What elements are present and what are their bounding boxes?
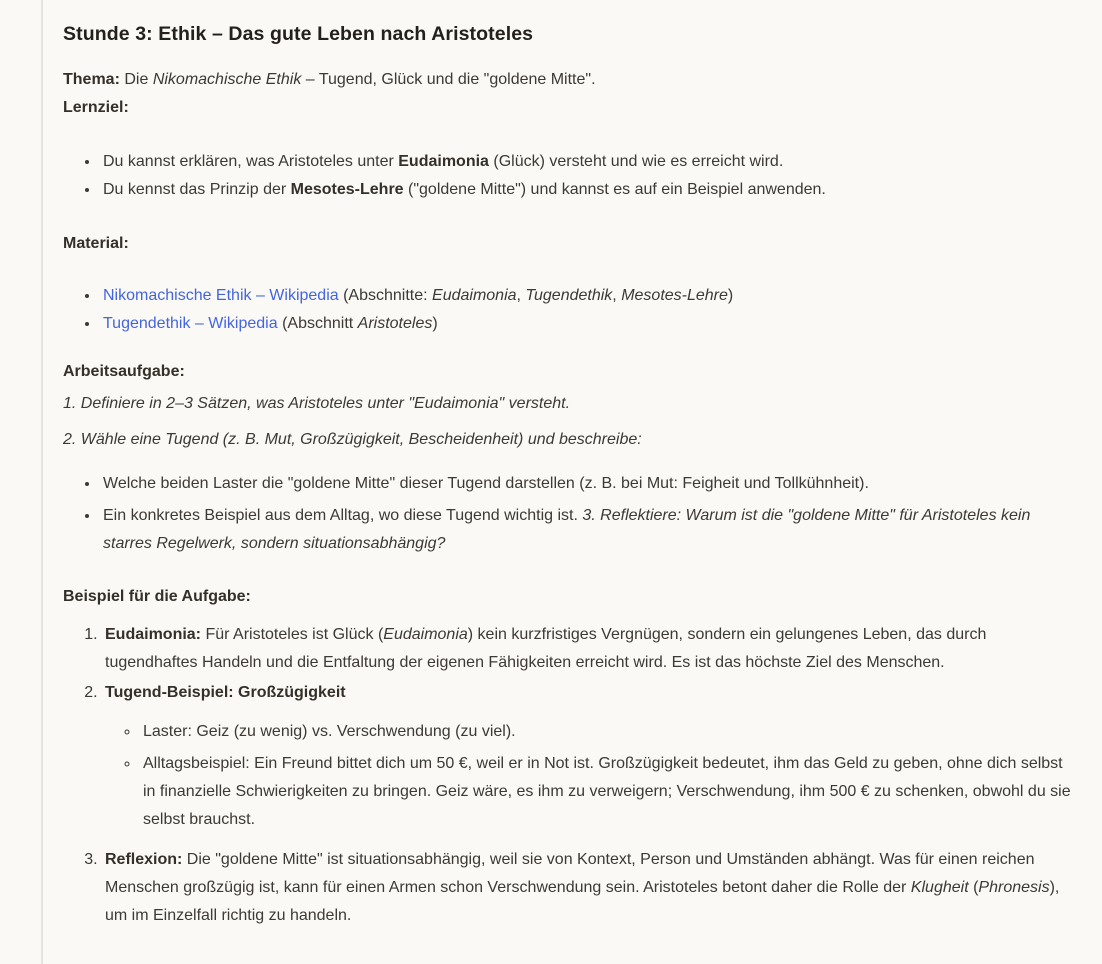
left-panel-divider: [41, 0, 43, 964]
list-item: [102, 621, 1076, 677]
text-segment: ): [432, 315, 438, 332]
text-segment: Tugend-Beispiel: Großzügigkeit: [105, 684, 346, 701]
text-segment: Die "goldene Mitte" ist situationsabhängig, weil sie von Kontext, Person und Umständen abhängt. Was für einen reichen Menschen großzügig ist, kann für einen Armen schon Verschwendung sein. Aristoteles betont daher die Rolle der: [105, 851, 1035, 896]
task-list: [63, 470, 1076, 558]
material-label: [63, 230, 1076, 258]
text-segment: Du kennst das Prinzip der: [103, 181, 291, 198]
text-segment: Phronesis: [978, 879, 1050, 896]
text-segment: Nikomachische Ethik: [152, 71, 302, 88]
page-title: Stunde 3: Ethik – Das gute Leben nach Aristoteles: [63, 23, 534, 45]
arbeitsaufgabe-label: [63, 358, 1076, 386]
list-item: [100, 176, 1076, 204]
text-segment: Für Aristoteles ist Glück (: [201, 626, 384, 643]
text-segment: Die: [119, 71, 153, 88]
wikipedia-link[interactable]: Tugendethik – Wikipedia: [103, 315, 278, 332]
list-item: [100, 282, 1076, 310]
text-segment: Material:: [63, 235, 129, 252]
text-segment: 1. Definiere in 2–3 Sätzen, was Aristoteles unter "Eudaimonia" versteht.: [63, 395, 571, 412]
text-segment: Reflexion:: [105, 851, 183, 868]
task-line-2: [63, 426, 1076, 454]
list-item: [100, 148, 1076, 176]
text-segment: ) kein kurzfristiges Vergnügen, sondern ein gelungenes Leben, das durch tugendhaftes Handeln und die Entfaltung der eigenen Fähigkeiten erreicht wird. Es ist das höchste Ziel des Menschen.: [105, 626, 987, 671]
example-item-3-text: [105, 846, 1076, 930]
text-segment: Lernziel:: [63, 99, 129, 116]
text-segment: ): [727, 287, 734, 304]
task-line-1: [63, 390, 1076, 418]
text-segment: 3. Reflektiere: Warum ist die "goldene Mitte" für Aristoteles kein starres Regelwerk, sondern situationsabhängig?: [103, 507, 1031, 552]
text-segment: (: [968, 879, 979, 896]
example-list: [63, 621, 1076, 930]
lernziel-label: [63, 94, 1076, 122]
thema-paragraph: [63, 66, 1076, 94]
text-segment: Thema:: [63, 71, 120, 88]
example-item-1-text: [105, 621, 1076, 677]
text-segment: Eudaimonia:: [105, 626, 202, 643]
text-segment: Beispiel für die Aufgabe:: [63, 588, 251, 605]
example-item-2-sublist: [105, 718, 1076, 834]
list-item: [100, 502, 1076, 558]
text-segment: ,: [516, 287, 526, 304]
list-item: [100, 310, 1076, 338]
text-segment: Arbeitsaufgabe:: [63, 363, 185, 380]
text-segment: (Abschnitt: [277, 315, 358, 332]
text-segment: Eudaimonia: [398, 153, 489, 170]
list-item: [102, 846, 1076, 930]
lesson-document: [63, 12, 1076, 930]
list-item: [102, 679, 1076, 834]
text-segment: – Tugend, Glück und die "goldene Mitte".: [301, 71, 596, 88]
text-segment: Eudaimonia: [432, 287, 517, 304]
beispiel-label: [63, 583, 1076, 611]
text-segment: Alltagsbeispiel: Ein Freund bittet dich um 50 €, weil er in Not ist. Großzügigkeit bedeutet, ihm das Geld zu geben, ohne dich selbst in finanzielle Schwierigkeiten zu bringen. Geiz wäre, es ihm zu verweigern; Verschwendung, ihm 500 € zu schenken, obwohl du sie selbst brauchst.: [143, 755, 1071, 828]
text-segment: Laster: Geiz (zu wenig) vs. Verschwendung (zu viel).: [143, 723, 516, 740]
text-segment: Eudaimonia: [383, 626, 468, 643]
text-segment: Welche beiden Laster die "goldene Mitte" dieser Tugend darstellen (z. B. bei Mut: Feigheit und Tollkühnheit).: [103, 475, 869, 492]
text-segment: 2. Wähle eine Tugend (z. B. Mut, Großzügigkeit, Bescheidenheit) und beschreibe:: [63, 431, 642, 448]
text-segment: ("goldene Mitte") und kannst es auf ein Beispiel anwenden.: [403, 181, 826, 198]
lernziel-list: [63, 148, 1076, 204]
text-segment: ), um im Einzelfall richtig zu handeln.: [105, 879, 1060, 924]
text-segment: Mesotes-Lehre: [290, 181, 404, 198]
wikipedia-link[interactable]: Nikomachische Ethik – Wikipedia: [103, 287, 339, 304]
text-segment: ,: [612, 287, 622, 304]
list-item: [140, 750, 1076, 834]
text-segment: Tugendethik: [525, 287, 613, 304]
text-segment: Klugheit: [910, 879, 969, 896]
example-item-2-text: [105, 679, 1076, 707]
list-item: [140, 718, 1076, 746]
text-segment: Ein konkretes Beispiel aus dem Alltag, wo diese Tugend wichtig ist.: [103, 507, 583, 524]
list-item: [100, 470, 1076, 498]
text-segment: (Abschnitte:: [338, 287, 433, 304]
text-segment: Aristoteles: [357, 315, 433, 332]
text-segment: Du kannst erklären, was Aristoteles unter: [103, 153, 399, 170]
material-list: [63, 282, 1076, 338]
text-segment: (Glück) versteht und wie es erreicht wird.: [488, 153, 784, 170]
text-segment: Mesotes-Lehre: [621, 287, 728, 304]
